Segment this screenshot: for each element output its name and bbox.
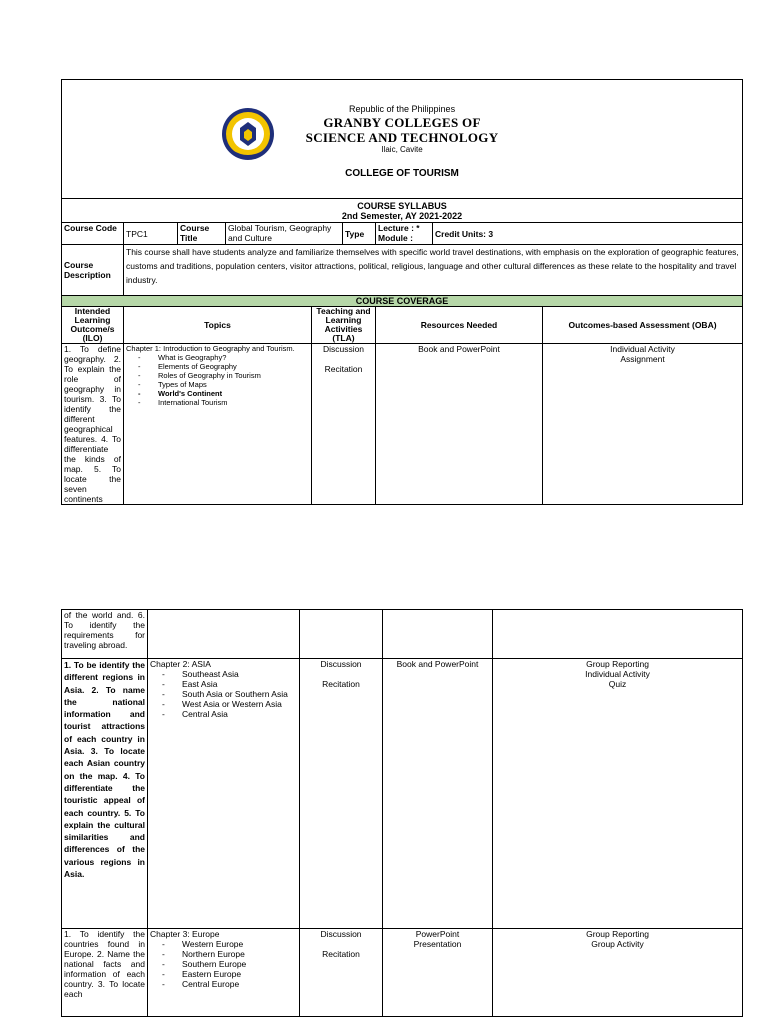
row1-chapter: Chapter 1: Introduction to Geography and Tourism. — [126, 344, 295, 353]
empty-cell — [300, 610, 383, 659]
course-description-label: Course Description — [62, 245, 124, 296]
school-city: Ilaic, Cavite — [381, 145, 423, 154]
row1-topics — [124, 344, 312, 505]
row2-oba — [493, 659, 743, 929]
syllabus-table-page-2 — [61, 609, 743, 1017]
course-code-label: Course Code — [62, 223, 124, 245]
topic-item: - Types of Maps — [138, 380, 309, 389]
row2-tla — [300, 659, 383, 929]
topic-item: - Western Europe — [162, 939, 297, 949]
row1-resources: Book and PowerPoint — [376, 344, 543, 505]
row1-ilo: 1. To define geography. 2. To explain the role of geography in tourism. 3. To identify the different geographical features. 4. To differentiate the kinds of map. 5. To locate the seven continents — [62, 344, 124, 505]
header-tla: Teaching and Learning Activities (TLA) — [312, 307, 376, 344]
row1-tla — [312, 344, 376, 505]
tla-activity: Discussion — [320, 929, 362, 939]
empty-cell — [493, 610, 743, 659]
topic-item: - Southern Europe — [162, 959, 297, 969]
tla-activity: Recitation — [324, 364, 363, 374]
topic-item: - Southeast Asia — [162, 669, 297, 679]
syllabus-page-2 — [61, 609, 742, 1019]
oba-item: Group Reporting — [586, 659, 649, 669]
credit-units: Credit Units: 3 — [433, 223, 743, 245]
empty-cell — [383, 610, 493, 659]
header-topics: Topics — [124, 307, 312, 344]
syllabus-table-page-1 — [61, 79, 743, 505]
tla-activity: Discussion — [322, 344, 365, 354]
topic-item: - Central Europe — [162, 979, 297, 989]
school-header — [62, 80, 743, 199]
topic-item: - Central Asia — [162, 709, 297, 719]
topic-item: - South Asia or Southern Asia — [162, 689, 297, 699]
row2-resources: Book and PowerPoint — [383, 659, 493, 929]
tla-activity: Recitation — [322, 949, 360, 959]
header-resources: Resources Needed — [376, 307, 543, 344]
row2-ilo: 1. To be identify the different regions in Asia. 2. To name the national information and tourist attractions of each country in Asia. 3. To locate each Asian country on the map. 4. To differentiate the touristic appeal of each country. 5. To explain the cultural similarities and differences of the various regions in Asia. — [62, 659, 148, 929]
row2-topics — [148, 659, 300, 929]
row3-topics — [148, 929, 300, 1017]
course-type-label: Type — [343, 223, 376, 245]
lecture-module-cell — [376, 223, 433, 245]
topic-item: - International Tourism — [138, 398, 309, 407]
row1-ilo-continued: of the world and. 6. To identify the requirements for traveling abroad. — [62, 610, 148, 659]
topic-item: - Roles of Geography in Tourism — [138, 371, 309, 380]
topic-item: - East Asia — [162, 679, 297, 689]
topic-item: - Northern Europe — [162, 949, 297, 959]
syllabus-title-cell — [62, 199, 743, 223]
row3-chapter: Chapter 3: Europe — [150, 929, 220, 939]
row3-ilo: 1. To identify the countries found in Europe. 2. Name the national facts and information of each country. 3. To locate each — [62, 929, 148, 1017]
module-label: Module : — [378, 233, 413, 243]
oba-item: Individual Activity — [610, 344, 675, 354]
oba-item: Individual Activity — [585, 669, 650, 679]
course-title-value: Global Tourism, Geography and Culture — [226, 223, 343, 245]
resource-item: Presentation — [413, 939, 462, 949]
course-coverage-title: COURSE COVERAGE — [62, 296, 743, 307]
semester-text: 2nd Semester, AY 2021-2022 — [341, 211, 463, 221]
topic-item: - Elements of Geography — [138, 362, 309, 371]
course-code-value: TPC1 — [124, 223, 178, 245]
row1-oba — [543, 344, 743, 505]
course-title-label: Course Title — [178, 223, 226, 245]
lecture-label: Lecture : * — [378, 223, 420, 233]
syllabus-title: COURSE SYLLABUS — [357, 201, 447, 211]
college-name: COLLEGE OF TOURISM — [345, 168, 459, 179]
row3-oba — [493, 929, 743, 1017]
school-name-line-2: SCIENCE AND TECHNOLOGY — [305, 130, 499, 145]
republic-text: Republic of the Philippines — [349, 104, 456, 114]
oba-item: Assignment — [620, 354, 665, 364]
course-description-value: This course shall have students analyze and familiarize themselves with specific world travel destinations, with emphasis on the exploration of geographic features, customs and traditions, population centers, visitor attractions, political, religious, language and other cultural differences as these relate to the hospitality and travel industry. — [124, 245, 743, 296]
row3-tla — [300, 929, 383, 1017]
row3-resources — [383, 929, 493, 1017]
oba-item: Quiz — [608, 679, 627, 689]
header-oba: Outcomes-based Assessment (OBA) — [543, 307, 743, 344]
header-ilo: Intended Learning Outcome/s (ILO) — [62, 307, 124, 344]
row2-chapter: Chapter 2: ASIA — [150, 659, 211, 669]
tla-activity: Discussion — [320, 659, 362, 669]
oba-item: Group Reporting — [586, 929, 649, 939]
syllabus-page-1 — [61, 79, 742, 504]
topic-item: - Eastern Europe — [162, 969, 297, 979]
topic-item: - What is Geography? — [138, 353, 309, 362]
topic-item: - West Asia or Western Asia — [162, 699, 297, 709]
empty-cell — [148, 610, 300, 659]
oba-item: Group Activity — [591, 939, 644, 949]
topic-item: - World's Continent — [138, 389, 309, 398]
school-name-line-1: GRANBY COLLEGES OF — [323, 115, 481, 130]
tla-activity: Recitation — [322, 679, 360, 689]
resource-item: PowerPoint — [415, 929, 460, 939]
